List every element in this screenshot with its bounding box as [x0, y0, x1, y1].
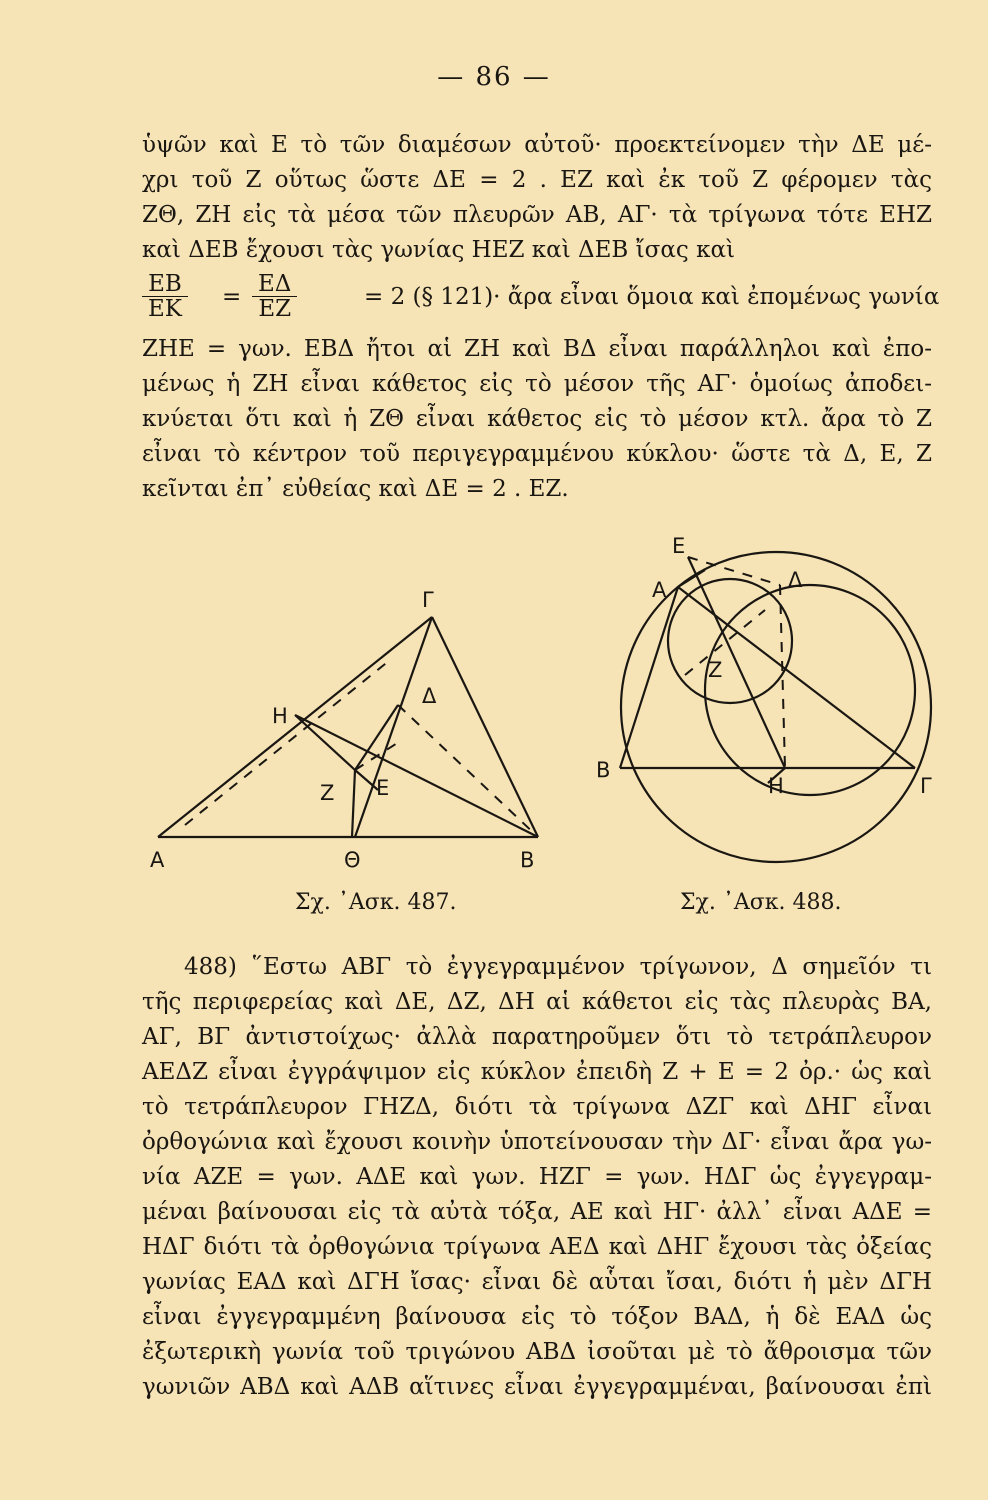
label-H: Η — [768, 774, 784, 798]
label-E: Ε — [672, 535, 686, 558]
text-line: ΑΕΔΖ εἶναι ἐγγράψιμον εἰς κύκλον ἐπειδὴ Ζ + Ε = 2 ὀρ.· ὡς καὶ — [142, 1059, 932, 1085]
label-A: Α — [652, 578, 667, 602]
figure-488-circle-diagram — [590, 535, 935, 885]
text-line: γωνίας ΕΑΔ καὶ ΔΓΗ ἴσας· εἶναι δὲ αὗται ἴσαι, διότι ἡ μὲν ΔΓΗ — [142, 1269, 932, 1295]
text-line: ΑΓ, ΒΓ ἀντιστοίχως· ἀλλὰ παρατηροῦμεν ὅτι τὸ τετράπλευρον — [142, 1024, 932, 1050]
label-D: Δ — [422, 684, 437, 708]
circle-ghzd — [705, 585, 915, 795]
bottom-paragraph — [142, 950, 932, 1405]
text-line: κνύεται ὅτι καὶ ἡ ΖΘ εἶναι κάθετος εἰς τὸ μέσον κτλ. ἄρα τὸ Ζ — [142, 406, 932, 432]
text-line: ἐξωτερικὴ γωνία τοῦ τριγώνου ΑΒΔ ἰσοῦται μὲ τὸ ἄθροισμα τῶν — [142, 1339, 932, 1365]
top-paragraph — [142, 128, 932, 268]
line-e-h — [688, 557, 785, 768]
fraction-numerator: ΕΒ — [142, 272, 188, 297]
text-line: χρι τοῦ Ζ οὕτως ὥστε ΔΕ = 2 . ΕΖ καὶ ἐκ τοῦ Ζ φέρομεν τὰς — [142, 167, 932, 193]
segment-z-d — [355, 705, 398, 770]
dashed-z-d — [685, 610, 765, 675]
label-B: Β — [596, 758, 611, 782]
label-Theta: Θ — [344, 848, 361, 872]
text-line: μέναι βαίνουσαι εἰς τὰ αὐτὰ τόξα, ΑΕ καὶ ΗΓ· ἀλλ᾽ εἶναι ΑΔΕ = — [142, 1199, 932, 1225]
fraction-numerator: ΕΔ — [252, 272, 297, 297]
page-number: — 86 — — [437, 62, 551, 92]
fraction-ed-ez — [252, 272, 297, 321]
text-line: τὸ τετράπλευρον ΓΗΖΔ, διότι τὰ τρίγωνα ΔΖΓ καὶ ΔΗΓ εἶναι — [142, 1094, 932, 1120]
text-line: καὶ ΔΕΒ ἔχουσι τὰς γωνίας ΗΕΖ καὶ ΔΕΒ ἴσας καὶ — [142, 237, 736, 263]
text-line: εἶναι τὸ κέντρον τοῦ περιγεγραμμένου κύκλου· ὥστε τὰ Δ, Ε, Ζ — [142, 441, 932, 467]
caption-488: Σχ. ᾽Ασκ. 488. — [680, 890, 842, 915]
middle-paragraph — [142, 332, 932, 507]
label-G: Γ — [920, 774, 932, 798]
fraction-denominator: ΕΖ — [258, 296, 292, 322]
median-b-h — [295, 715, 538, 837]
fraction-denominator: ΕΚ — [148, 296, 182, 322]
label-B: Β — [520, 848, 535, 872]
label-G: Γ — [422, 588, 434, 612]
text-line: τῆς περιφερείας καὶ ΔΕ, ΔΖ, ΔΗ αἱ κάθετοι εἰς τὰς πλευρὰς ΒΑ, — [142, 989, 932, 1015]
text-line: κεῖνται ἐπ᾽ εὐθείας καὶ ΔΕ = 2 . ΕΖ. — [142, 476, 569, 502]
fraction-line-text: = 2 (§ 121)· ἄρα εἶναι ὅμοια καὶ ἐπομένως γωνία — [364, 284, 940, 310]
caption-487: Σχ. ᾽Ασκ. 487. — [295, 890, 457, 915]
altitude-dashed-a — [185, 660, 390, 825]
text-line: μένως ἡ ΖΗ εἶναι κάθετος εἰς τὸ μέσον τῆς ΑΓ· ὁμοίως ἀποδει- — [142, 371, 932, 397]
text-line: γωνιῶν ΑΒΔ καὶ ΑΔΒ αἵτινες εἶναι ἐγγεγραμμέναι, βαίνουσαι ἐπὶ — [142, 1374, 932, 1400]
text-line: 488) ῞Εστω ΑΒΓ τὸ ἐγγεγραμμένον τρίγωνον, Δ σημεῖόν τι — [184, 954, 932, 980]
label-Z: Ζ — [708, 658, 723, 682]
median-g-theta — [355, 617, 432, 837]
figure-487-triangle-diagram — [140, 575, 560, 875]
text-line: ΖΗΕ = γων. ΕΒΔ ἤτοι αἱ ΖΗ καὶ ΒΔ εἶναι παράλληλοι καὶ ἐπο- — [142, 336, 932, 362]
text-line: εἶναι ἐγγεγραμμένη βαίνουσα εἰς τὸ τόξον ΒΑΔ, ἡ δὲ ΕΑΔ ὡς — [142, 1304, 932, 1330]
text-line: νία ΑΖΕ = γων. ΑΔΕ καὶ γων. ΗΖΓ = γων. ΗΔΓ ὡς ἐγγεγραμ- — [142, 1164, 932, 1190]
text-line: ὀρθογώνια καὶ ἔχουσι κοινὴν ὑποτείνουσαν τὴν ΔΓ· εἶναι ἄρα γω- — [142, 1129, 932, 1155]
label-Z: Ζ — [320, 781, 335, 805]
fraction-line — [142, 271, 940, 332]
small-circle-aedz — [668, 579, 792, 703]
side-ag — [158, 617, 432, 837]
text-line: ΖΘ, ΖΗ εἰς τὰ μέσα τῶν πλευρῶν ΑΒ, ΑΓ· τὰ τρίγωνα τότε ΕΗΖ — [142, 202, 932, 228]
text-line: ΗΔΓ διότι τὰ ὀρθογώνια τρίγωνα ΑΕΔ καὶ ΔΗΓ ἔχουσι τὰς ὀξείας — [142, 1234, 932, 1260]
segment-h-z — [295, 715, 355, 770]
segment-z-theta — [352, 770, 355, 837]
equals-sign: = — [222, 284, 242, 310]
side-ba — [620, 587, 678, 768]
altitude-dashed-b — [398, 705, 538, 837]
fraction-eb-ek — [142, 272, 188, 321]
label-D: Δ — [788, 568, 803, 592]
side-gb — [432, 617, 538, 837]
label-A: Α — [150, 848, 165, 872]
label-E: Ε — [376, 776, 390, 800]
text-line: ὑψῶν καὶ Ε τὸ τῶν διαμέσων αὐτοῦ· προεκτείνομεν τὴν ΔΕ μέ- — [142, 132, 932, 158]
label-H: Η — [272, 704, 288, 728]
